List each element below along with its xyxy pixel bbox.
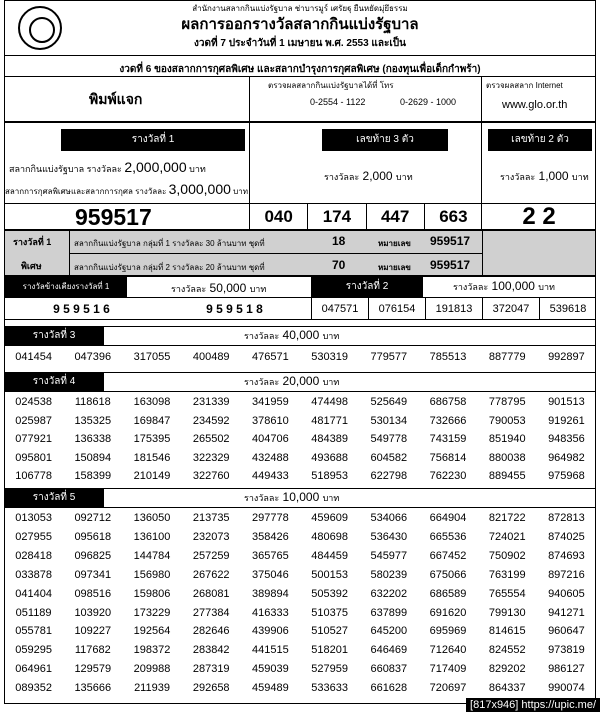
fourth-prize-number: 919261 xyxy=(548,414,585,427)
third-prize-number: 400489 xyxy=(192,351,230,363)
watermark: [817x946] https://upic.me/ xyxy=(466,698,600,712)
fourth-prize-number: 150894 xyxy=(74,451,112,464)
fifth-prize-number: 821722 xyxy=(488,512,526,524)
page-title: ผลการออกรางวัลสลากกินแบ่งรัฐบาล xyxy=(181,16,419,33)
fourth-prize-amount-value: 20,000 xyxy=(282,374,320,388)
special-row-1-text: สลากกินแบ่งรัฐบาล กลุ่มที่ 1 รางวัลละ 30 ล้านบาท ชุดที่ xyxy=(74,239,265,248)
fifth-prize-number: 500153 xyxy=(311,568,348,581)
fifth-prize-number: 667452 xyxy=(429,549,467,562)
last-two-amount-value: 1,000 xyxy=(538,169,569,183)
fifth-prize-number: 159806 xyxy=(133,587,171,600)
fifth-prize-number: 232073 xyxy=(192,530,230,543)
last-three-header: เลขท้าย 3 ตัว xyxy=(322,129,448,151)
fifth-prize-number: 941271 xyxy=(548,606,585,619)
second-prize-number: 539618 xyxy=(539,298,596,320)
fourth-prize-number: 686758 xyxy=(429,396,467,408)
fifth-prize-number: 720697 xyxy=(429,682,467,695)
fifth-prize-number: 095618 xyxy=(74,530,112,543)
special-row-1-num-label: หมายเลข xyxy=(378,239,411,248)
internet-label: ตรวจผลสลาก Internet xyxy=(486,81,563,90)
fifth-prize-number: 536430 xyxy=(370,530,408,543)
fifth-prize-number: 097341 xyxy=(74,568,112,581)
fourth-prize-number: 493688 xyxy=(311,451,348,464)
fifth-prize-number: 960647 xyxy=(548,625,585,638)
fifth-prize-number: 028418 xyxy=(15,549,52,562)
fifth-prize-number: 209988 xyxy=(133,663,171,676)
table-row xyxy=(4,547,596,566)
first-prize-line-2 xyxy=(5,181,248,198)
fourth-prize-number: 484389 xyxy=(311,433,348,446)
second-prize-number: 076154 xyxy=(368,298,425,320)
fourth-prize-number: 231339 xyxy=(192,396,230,408)
table-row xyxy=(4,660,596,679)
fourth-prize-number: 025987 xyxy=(15,414,52,427)
third-prize-numbers xyxy=(4,348,596,366)
fifth-prize-number: 510375 xyxy=(311,606,348,619)
fifth-prize-number: 874025 xyxy=(548,530,585,543)
near-first-amount xyxy=(171,281,266,296)
divider xyxy=(4,55,596,56)
fifth-prize-number: 765554 xyxy=(488,587,526,600)
fifth-prize-number: 750902 xyxy=(488,549,526,562)
last-three-numbers xyxy=(250,203,482,230)
fifth-prize-number: 480698 xyxy=(311,530,348,543)
special-row-1-set: 18 xyxy=(332,234,346,248)
fourth-prize-number: 762230 xyxy=(429,470,467,483)
special-rows xyxy=(69,231,483,275)
fourth-prize-number: 322329 xyxy=(192,451,230,464)
print-cell xyxy=(5,77,249,121)
fourth-prize-number: 889455 xyxy=(488,470,526,483)
near-first-amount-label: รางวัลละ xyxy=(171,284,207,294)
agency-line: สำนักงานสลากกินแบ่งรัฐบาล ช่าบารมูร์ เศรัยฐุ ยืนหยัดมุ่ยึธรรม xyxy=(192,4,408,13)
fifth-prize-number: 173229 xyxy=(133,606,171,619)
fourth-prize-number: 948356 xyxy=(548,433,585,446)
print-label: พิมพ์แจก xyxy=(89,91,143,107)
special-row-2-text: สลากกินแบ่งรัฐบาล กลุ่มที่ 2 รางวัลละ 20 ล้านบาท ชุดที่ xyxy=(74,263,265,272)
fifth-prize-number: 064961 xyxy=(15,663,52,676)
internet-cell xyxy=(481,77,596,121)
last-three-number: 663 xyxy=(424,204,482,230)
fifth-prize-number: 661628 xyxy=(370,682,408,695)
fourth-prize-number: 265502 xyxy=(192,433,230,446)
third-prize-number: 317055 xyxy=(133,351,171,363)
table-row xyxy=(4,412,596,431)
fifth-prize-header: รางวัลที่ 5 xyxy=(4,489,104,507)
fourth-prize-number: 622798 xyxy=(370,470,408,483)
fifth-prize-number: 439906 xyxy=(252,625,289,638)
fifth-prize-number: 534066 xyxy=(370,512,408,524)
third-prize-amount xyxy=(244,328,339,343)
table-row xyxy=(4,430,596,449)
fifth-prize-number: 660837 xyxy=(370,663,408,676)
second-prize-numbers xyxy=(311,297,596,320)
first-prize-header: รางวัลที่ 1 xyxy=(61,129,245,151)
fifth-prize-number: 051189 xyxy=(15,606,52,619)
second-prize-amount xyxy=(453,279,555,294)
third-prize-number: 476571 xyxy=(252,351,289,363)
third-prize-header: รางวัลที่ 3 xyxy=(4,327,104,345)
fifth-prize-number: 686589 xyxy=(429,587,467,600)
fifth-prize-number: 389894 xyxy=(252,587,289,600)
fifth-prize-amount-label: รางวัลละ xyxy=(244,493,280,503)
fifth-prize-number: 192564 xyxy=(133,625,171,638)
third-prize-amount-value: 40,000 xyxy=(282,328,320,342)
fourth-prize-number: 756814 xyxy=(429,451,467,464)
fifth-prize-number: 645200 xyxy=(370,625,408,638)
third-prize-number: 530319 xyxy=(311,351,348,363)
fifth-prize-number: 297778 xyxy=(252,512,289,524)
second-prize-number: 372047 xyxy=(482,298,539,320)
fourth-prize-number: 095801 xyxy=(15,451,52,464)
fifth-prize-number: 940605 xyxy=(548,587,585,600)
fifth-prize-number: 691620 xyxy=(429,606,467,619)
near-first-numbers xyxy=(5,297,311,320)
fifth-prize-number: 092712 xyxy=(74,512,112,524)
fifth-prize-number: 533633 xyxy=(311,682,348,695)
table-row xyxy=(4,604,596,623)
fifth-prize-number: 637899 xyxy=(370,606,408,619)
fourth-prize-number: 964982 xyxy=(548,451,585,464)
fourth-prize-header-bar xyxy=(4,372,596,392)
table-row xyxy=(4,679,596,698)
fourth-prize-number: 135325 xyxy=(74,414,112,427)
fourth-prize-number: 743159 xyxy=(429,433,467,446)
fifth-prize-number: 292658 xyxy=(192,682,230,695)
fifth-prize-number: 129579 xyxy=(74,663,112,676)
third-prize-amount-unit: บาท xyxy=(322,331,340,341)
fifth-prize-number: 986127 xyxy=(548,663,585,676)
last-two-header: เลขท้าย 2 ตัว xyxy=(488,129,592,151)
fourth-prize-number: 378610 xyxy=(252,414,289,427)
table-row xyxy=(4,641,596,660)
fourth-prize-amount-label: รางวัลละ xyxy=(244,377,280,387)
sub-draw-line: งวดที่ 6 ของสลากการกุศลพิเศษ และสลากบำรุงการกุศลพิเศษ (กองทุนเพื่อเด็กกำพร้า) xyxy=(119,64,481,75)
first-prize-line-1-label: สลากกินแบ่งรัฐบาล รางวัลละ xyxy=(9,164,122,174)
fourth-prize-number: 136338 xyxy=(74,433,112,446)
fifth-prize-number: 267622 xyxy=(192,568,230,581)
table-row xyxy=(4,467,596,486)
table-row xyxy=(4,509,596,528)
phone-2: 0-2629 - 1000 xyxy=(400,97,457,107)
fifth-prize-number: 675066 xyxy=(429,568,467,581)
first-prize-line-2-unit: บาท xyxy=(233,187,248,196)
near-first-second-block xyxy=(4,276,596,320)
fifth-prize-number: 096825 xyxy=(74,549,112,562)
table-row xyxy=(4,528,596,547)
fifth-prize-number: 156980 xyxy=(133,568,171,581)
first-prize-line-2-amount: 3,000,000 xyxy=(168,181,231,197)
fifth-prize-number: 211939 xyxy=(134,682,170,695)
fifth-prize-number: 545977 xyxy=(370,549,408,562)
special-row-2-num-label: หมายเลข xyxy=(378,263,411,272)
fifth-prize-number: 027955 xyxy=(15,530,52,543)
fourth-prize-number: 024538 xyxy=(15,396,52,408)
fourth-prize-number: 732666 xyxy=(429,414,467,427)
fifth-prize-number: 518201 xyxy=(311,644,348,657)
second-prize-amount-unit: บาท xyxy=(538,282,555,292)
fifth-prize-number: 646469 xyxy=(370,644,408,657)
last-three-amount-label: รางวัลละ xyxy=(324,172,360,182)
fifth-prize-number: 375046 xyxy=(252,568,289,581)
fourth-prize-number: 604582 xyxy=(370,451,408,464)
fourth-prize-number: 449433 xyxy=(252,470,289,483)
fifth-prize-number: 505392 xyxy=(311,587,348,600)
fourth-prize-number: 432488 xyxy=(252,451,289,464)
fifth-prize-number: 013053 xyxy=(15,512,52,524)
last-two-amount xyxy=(500,169,589,184)
special-prize-block xyxy=(4,230,596,276)
fifth-prize-number: 872813 xyxy=(548,512,585,524)
fifth-prize-number: 664904 xyxy=(429,512,467,524)
fifth-prize-number: 829202 xyxy=(488,663,526,676)
near-first-amount-value: 50,000 xyxy=(209,281,247,295)
near-first-number: 9 5 9 5 1 6 xyxy=(53,302,110,316)
fourth-prize-number: 341959 xyxy=(252,396,289,408)
fifth-prize-header-bar xyxy=(4,488,596,508)
fifth-prize-number: 268081 xyxy=(192,587,230,600)
fifth-prize-number: 089352 xyxy=(15,682,52,695)
fourth-prize-number: 518953 xyxy=(311,470,348,483)
third-prize-number: 047396 xyxy=(74,351,112,363)
fifth-prize-number: 897216 xyxy=(548,568,585,581)
fifth-prize-number: 365765 xyxy=(252,549,289,562)
fifth-prize-number: 055781 xyxy=(15,625,52,638)
fifth-prize-number: 695969 xyxy=(429,625,467,638)
last-three-amount-unit: บาท xyxy=(395,172,413,182)
fifth-prize-number: 033878 xyxy=(15,568,52,581)
fifth-prize-amount-unit: บาท xyxy=(322,493,340,503)
fifth-prize-number: 510527 xyxy=(311,625,348,638)
first-prize-number-cell xyxy=(5,203,249,230)
website-link[interactable]: www.glo.or.th xyxy=(502,99,568,111)
special-label-top: รางวัลที่ 1 xyxy=(13,237,52,247)
fourth-prize-number: 901513 xyxy=(548,396,585,408)
fifth-prize-number: 724021 xyxy=(488,530,526,543)
fourth-prize-number: 158399 xyxy=(74,470,112,483)
table-row xyxy=(4,566,596,585)
third-prize-amount-label: รางวัลละ xyxy=(244,331,280,341)
second-prize-amount-value: 100,000 xyxy=(491,279,535,293)
fourth-prize-number: 880038 xyxy=(488,451,526,464)
fourth-prize-number: 790053 xyxy=(488,414,526,427)
table-row xyxy=(4,393,596,412)
fifth-prize-number: 098516 xyxy=(74,587,112,600)
second-prize-number: 191813 xyxy=(425,298,482,320)
fifth-prize-number: 059295 xyxy=(15,644,52,657)
last-three-number: 174 xyxy=(307,204,365,230)
divider xyxy=(70,253,482,254)
fifth-prize-table xyxy=(4,509,596,698)
fifth-prize-number: 136050 xyxy=(133,512,171,524)
fifth-prize-number: 257259 xyxy=(192,549,230,562)
fifth-prize-number: 109227 xyxy=(74,625,112,638)
contact-label: ตรวจผลสลากกินแบ่งรัฐบาลได้ที่ โทร xyxy=(268,81,394,90)
fifth-prize-number: 717409 xyxy=(429,663,467,676)
first-prize-number: 959517 xyxy=(75,204,152,230)
fifth-prize-number: 527959 xyxy=(311,663,348,676)
fifth-prize-number: 041404 xyxy=(15,587,52,600)
last-three-amount-value: 2,000 xyxy=(362,169,393,183)
fourth-prize-number: 322760 xyxy=(192,470,230,483)
fifth-prize-number: 459039 xyxy=(252,663,289,676)
third-prize-number: 779577 xyxy=(370,351,408,363)
fourth-prize-number: 181546 xyxy=(133,451,171,464)
near-first-number: 9 5 9 5 1 8 xyxy=(206,302,263,316)
fifth-prize-number: 824552 xyxy=(488,644,526,657)
near-first-amount-unit: บาท xyxy=(249,284,267,294)
fifth-prize-number: 135666 xyxy=(74,682,112,695)
first-prize-line-2-label: สลากการกุศลพิเศษและสลากการกุศล รางวัลละ xyxy=(5,187,167,196)
fourth-prize-number: 530134 xyxy=(370,414,408,427)
fifth-prize-amount-value: 10,000 xyxy=(282,490,320,504)
fifth-prize-number: 198372 xyxy=(133,644,171,657)
fifth-prize-number: 283842 xyxy=(192,644,230,657)
last-three-amount xyxy=(324,169,413,184)
last-three-number: 447 xyxy=(366,204,424,230)
third-prize-number: 887779 xyxy=(488,351,526,363)
third-prize-number: 785513 xyxy=(429,351,467,363)
fifth-prize-number: 136100 xyxy=(133,530,171,543)
fourth-prize-number: 175395 xyxy=(133,433,171,446)
fourth-prize-amount-unit: บาท xyxy=(322,377,340,387)
fifth-prize-number: 144784 xyxy=(133,549,171,562)
first-prize-line-1 xyxy=(9,159,206,176)
fourth-prize-number: 163098 xyxy=(133,396,171,408)
fifth-prize-number: 799130 xyxy=(488,606,526,619)
fifth-prize-number: 459609 xyxy=(311,512,348,524)
fourth-prize-number: 234592 xyxy=(192,414,230,427)
first-prize-block xyxy=(4,122,596,230)
info-row xyxy=(4,76,596,122)
fifth-prize-number: 441515 xyxy=(252,644,289,657)
second-prize-number: 047571 xyxy=(321,303,359,315)
fourth-prize-number: 549778 xyxy=(370,433,408,446)
fourth-prize-number: 474498 xyxy=(311,396,348,408)
fifth-prize-number: 864337 xyxy=(488,682,526,695)
fourth-prize-number: 525649 xyxy=(370,396,408,408)
first-prize-line-1-amount: 2,000,000 xyxy=(124,159,187,175)
table-row xyxy=(4,449,596,468)
fifth-prize-number: 213735 xyxy=(192,512,230,524)
fifth-prize-number: 103920 xyxy=(74,606,112,619)
fourth-prize-number: 851940 xyxy=(488,433,526,446)
front-three-cell xyxy=(249,123,482,229)
fifth-prize-number: 277384 xyxy=(192,606,230,619)
last-two-cell xyxy=(481,123,596,229)
phone-1: 0-2554 - 1122 xyxy=(310,97,366,107)
third-prize-number: 041454 xyxy=(15,351,52,363)
special-row-2-number: 959517 xyxy=(430,258,471,272)
fifth-prize-number: 484459 xyxy=(311,549,348,562)
fourth-prize-number: 975968 xyxy=(548,470,585,483)
fifth-prize-number: 287319 xyxy=(192,663,230,676)
fifth-prize-number: 358426 xyxy=(252,530,289,543)
fifth-prize-number: 459489 xyxy=(252,682,289,695)
draw-date-line: งวดที่ 7 ประจำวันที่ 1 เมษายน พ.ศ. 2553 และเป็น xyxy=(194,38,406,49)
fourth-prize-number: 778795 xyxy=(488,396,526,408)
fifth-prize-number: 117682 xyxy=(74,644,111,657)
last-two-amount-label: รางวัลละ xyxy=(500,172,536,182)
fifth-prize-number: 282646 xyxy=(192,625,230,638)
last-three-number: 040 xyxy=(264,207,293,226)
fifth-prize-number: 990074 xyxy=(548,682,585,695)
fifth-prize-number: 814615 xyxy=(488,625,526,638)
lottery-results-sheet xyxy=(4,0,596,712)
last-two-amount-unit: บาท xyxy=(571,172,589,182)
third-prize-number: 992897 xyxy=(548,351,585,363)
fifth-prize-number: 580239 xyxy=(370,568,408,581)
fifth-prize-number: 874693 xyxy=(548,549,585,562)
fourth-prize-number: 169847 xyxy=(133,414,171,427)
contact-cell xyxy=(249,77,482,121)
fourth-prize-number: 404706 xyxy=(252,433,289,446)
first-prize-cell xyxy=(5,123,249,229)
fifth-prize-number: 665536 xyxy=(429,530,467,543)
near-first-header: รางวัลข้างเคียงรางวัลที่ 1 xyxy=(5,277,127,297)
fourth-prize-table xyxy=(4,393,596,486)
fourth-prize-number: 077921 xyxy=(15,433,52,446)
fifth-prize-number: 712640 xyxy=(429,644,467,657)
fourth-prize-header: รางวัลที่ 4 xyxy=(4,373,104,391)
special-label-bottom: พิเศษ xyxy=(21,261,42,271)
fourth-prize-number: 106778 xyxy=(15,470,52,483)
fourth-prize-amount xyxy=(244,374,339,389)
fourth-prize-number: 481771 xyxy=(311,414,348,427)
fifth-prize-number: 416333 xyxy=(252,606,289,619)
second-prize-amount-label: รางวัลละ xyxy=(453,282,489,292)
table-row xyxy=(4,622,596,641)
special-row-2-set: 70 xyxy=(332,258,346,272)
special-row-1-number: 959517 xyxy=(430,234,471,248)
last-two-number: 2 2 xyxy=(482,203,596,230)
fifth-prize-amount xyxy=(244,490,339,505)
third-prize-header-bar xyxy=(4,326,596,346)
fourth-prize-number: 210149 xyxy=(133,470,171,483)
fifth-prize-number: 973819 xyxy=(548,644,585,657)
second-prize-header: รางวัลที่ 2 xyxy=(311,277,423,297)
fifth-prize-number: 763199 xyxy=(488,568,526,581)
table-row xyxy=(4,585,596,604)
fifth-prize-number: 632202 xyxy=(370,587,408,600)
fourth-prize-number: 118618 xyxy=(74,396,111,408)
first-prize-line-1-unit: บาท xyxy=(189,164,206,174)
